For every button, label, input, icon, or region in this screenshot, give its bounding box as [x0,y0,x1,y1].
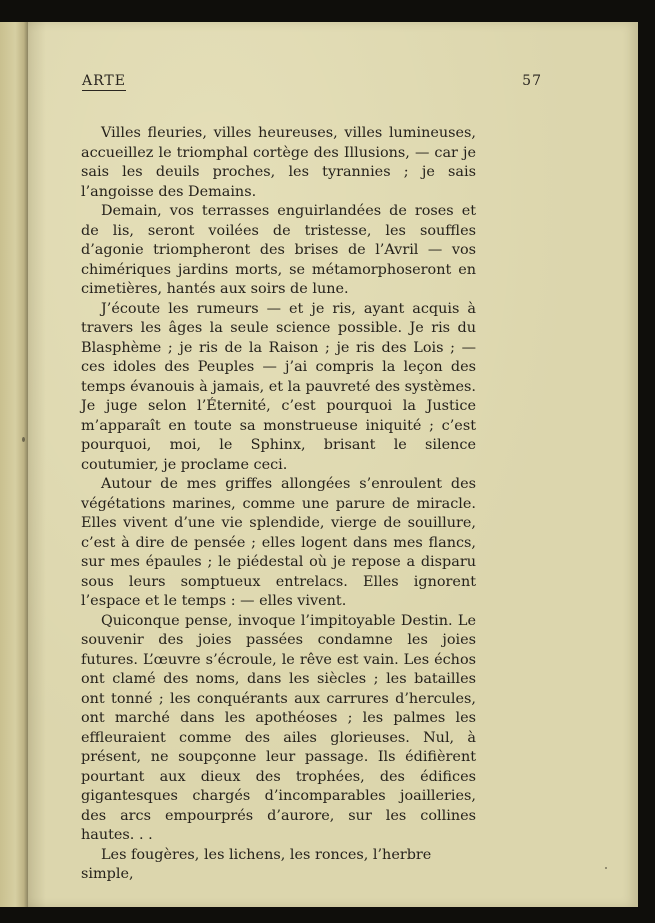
running-head [82,73,542,97]
paragraph: Quiconque pense, invoque l’impitoyable Destin. Le souvenir des joies passées condamne les joies futures. L’œuvre s’écroule, le rêve est vain. Les échos ont clamé des noms, dans les siècles ; les batailles ont tonné ; les conquérants aux carrures d’hercules, ont marché dans les apothéoses ; les palmes les effleuraient comme des ailes glorieuses. Nul, à présent, ne soupçonne leur passage. Ils édifièrent pourtant aux dieux des trophées, des édifices gigantesques chargés d’incomparables joailleries, des arcs empourprés d’aurore, sur les collines hautes. . . [81,612,476,843]
body-text [81,124,476,885]
paper-speck [22,437,25,442]
paragraph: J’écoute les rumeurs — et je ris, ayant acquis à travers les âges la seule science possible. Je ris du Blasphème ; je ris de la Raison ; je ris des Lois ; — ces idoles des Peuples — j’ai compris la leçon des temps évanouis à jamais, et la pauvreté des systèmes. Je juge selon l’Éternité, c’est pourquoi la Justice m’apparaît en toute sa monstrueuse iniquité ; c’est pourquoi, moi, le Sphinx, brisant le silence coutumier, je proclame ceci. [81,300,476,473]
book-spine-edge [0,22,28,907]
page-number: 57 [522,73,542,89]
paragraph: Les fougères, les lichens, les ronces, l’herbre simple, [81,846,432,882]
paragraph: Demain, vos terrasses enguirlandées de roses et de lis, seront voilées de tristesse, les souffles d’agonie triompheront des brises de l’Avril — vos chimériques jardins morts, se métamorphoseront en cimetières, hantés aux soirs de lune. [81,203,476,297]
paragraph: Autour de mes griffes allongées s’enroulent des végétations marines, comme une parure de miracle. Elles vivent d’une vie splendide, vierge de souillure, c’est à dire de pensée ; elles logent dans mes flancs, sur mes épaules ; le piédestal où je repose a disparu sous leurs somptueux entrelacs. Elles ignorent l’espace et le temps : — elles vivent. [81,476,476,609]
running-title: ARTE [82,73,126,89]
paper-speck [605,867,607,869]
paragraph: Villes fleuries, villes heureuses, villes lumineuses, accueillez le triomphal cortège des Illusions, — car je sais les deuils proches, les tyrannies ; je sais l’angoisse des Demains. [81,125,476,200]
